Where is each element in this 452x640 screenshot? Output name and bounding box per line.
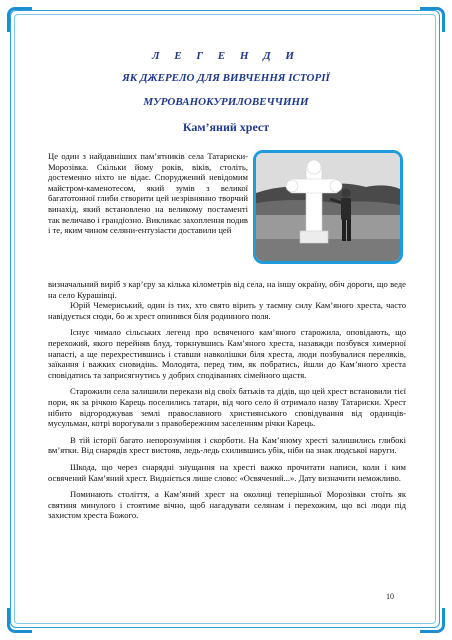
- heading-legends: Л Е Г Е Н Д И: [152, 50, 300, 62]
- corner-ornament: [7, 608, 32, 633]
- paragraph: Існує чимало сільських легенд про освяченого кам’яного старожила, оповідають, що перехожий, якого перейняв блуд, торкнувшись Кам’яного хреста, назавжди позбувся химерної напасті, а ще перехрестившись і ставши навколішки біля хреста, люди позбувалися переляків, заїкання і важких сновидінь. Молодята, перед тим, як побратись, йшли до Кам’яного хреста сповідатись та заприсягнутись у добрих сподіваннях сімейного щастя.: [48, 327, 406, 380]
- intro-column-text: [48, 151, 248, 236]
- heading-region: МУРОВАНОКУРИЛОВЕЧЧИНИ: [143, 96, 309, 108]
- article-body: [48, 279, 406, 521]
- paragraph: Поминають століття, а Кам’яний хрест на околиці теперішньої Морозівки стоїть як святиня минулого і стоятиме вічно, щоб нагадувати селянам і перехожим, що всі люди під захистом хреста Божого.: [48, 489, 406, 521]
- intro-paragraph: Це один з найдавніших пам’ятників села Татариски-Морозівка. Скільки йому років, віків, століть, достеменно ніхто не відає. Споруджений невідомим майстром-каменотесом, який зумів з великої багатотонної глиби створити цей незрівнянно творчий винахід, який встановлено на великому постаменті так величаво і грандіозно. Викликає захоплення подив і те, яким чином селяни-ентузіасти доставили цей: [48, 151, 248, 236]
- corner-ornament: [7, 7, 32, 32]
- paragraph-continuation: визначальний виріб з кар’єру за кілька кілометрів від села, на іншу окраїну, обіч дороги, що веде на село Курашівці.: [48, 279, 406, 300]
- page-number: 10: [386, 592, 394, 601]
- heading-source: ЯК ДЖЕРЕЛО ДЛЯ ВИВЧЕННЯ ІСТОРІЇ: [122, 72, 330, 84]
- corner-ornament: [420, 608, 445, 633]
- paragraph: Старожили села залишили перекази від своїх батьків та дідів, що цей хрест встановили тієї пори, як за річкою Карець поселились татари, від чого село й отримало назву Татариски. Хрест нібито відгороджував землі православного християнського сповідування від ординців-мусульман, котрі ворогували з правобережним заселенням річки Карець.: [48, 386, 406, 429]
- stone-cross-photo-illustration: [256, 153, 400, 261]
- paragraph: В тій історії багато непорозуміння і скорботи. На Кам’яному хресті залишились глибокі вм’ятки. Від снарядів хрест вистояв, ледь-ледь схилившись убік, ніби на знак людської наруги.: [48, 434, 406, 456]
- section-title: Кам’яний хрест: [182, 120, 270, 134]
- paragraph: Юрій Чемериський, один із тих, хто свято вірить у таємну силу Кам’яного хреста, часто навідується сюди, бо ж хрест опинився біля родинного поля.: [48, 300, 406, 321]
- stone-cross-photo: [253, 150, 403, 264]
- paragraph: Шкода, що через снарядні знущання на хресті важко прочитати написи, коли і ким освячений Кам’яний хрест. Видніється лише слово: «Освячений...». Дату визначити неможливо.: [48, 461, 406, 483]
- corner-ornament: [420, 7, 445, 32]
